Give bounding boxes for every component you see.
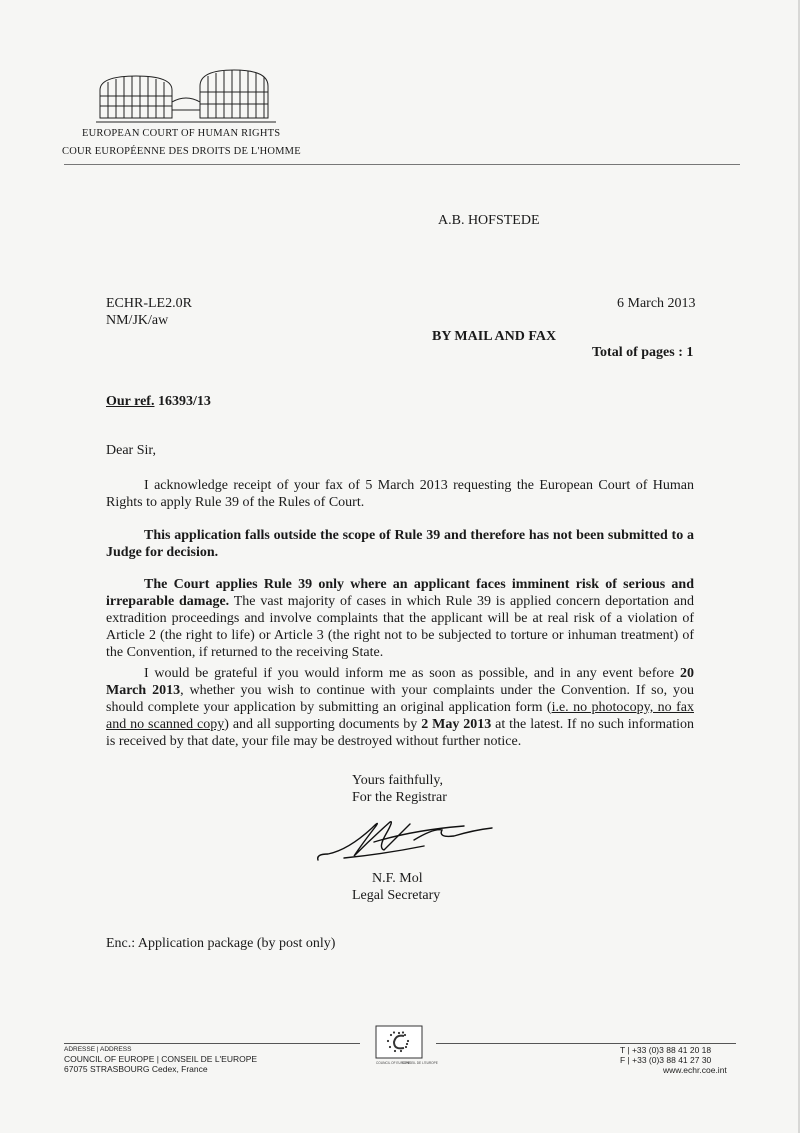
court-building-logo-icon — [96, 66, 276, 128]
paragraph-1-text: I acknowledge receipt of your fax of 5 March 2013 requesting the European Court of Human Rights to apply Rule 39 of the Rules of Court. — [106, 478, 694, 510]
reference-code: ECHR-LE2.0R — [106, 296, 192, 311]
salutation: Dear Sir, — [106, 443, 156, 458]
our-reference-label: Our ref. — [106, 394, 155, 409]
address-line-2: 67075 STRASBOURG Cedex, France — [64, 1064, 208, 1074]
paragraph-1 — [106, 477, 694, 511]
signer-name: N.F. Mol — [372, 871, 423, 886]
website-link[interactable]: www.echr.coe.int — [663, 1065, 727, 1075]
enclosure-note: Enc.: Application package (by post only) — [106, 936, 336, 951]
emblem-caption-en: COUNCIL OF EUROPE — [376, 1061, 410, 1065]
paragraph-4-part-d: at the latest. If no such information is received by that date, your file may be destroyed without further notice. — [106, 717, 694, 749]
paragraph-2 — [106, 527, 694, 561]
our-reference-number: 16393/13 — [154, 394, 211, 409]
deadline-date-2: 2 May 2013 — [421, 717, 492, 732]
emblem-caption — [376, 1061, 438, 1065]
paragraph-4 — [106, 665, 694, 750]
footer-divider-left — [64, 1043, 360, 1044]
council-of-europe-emblem-icon — [370, 1024, 438, 1070]
for-registrar: For the Registrar — [352, 790, 447, 805]
emblem-caption-fr: CONSEIL DE L'EUROPE — [402, 1061, 438, 1065]
header-divider — [64, 164, 740, 165]
paragraph-3-bold: The Court applies Rule 39 only where an applicant faces imminent risk of serious and irreparable damage. — [106, 577, 694, 609]
total-pages: Total of pages : 1 — [592, 345, 694, 360]
addressee: A.B. HOFSTEDE — [438, 213, 540, 228]
footer-divider-right — [436, 1043, 736, 1044]
telephone-number: T | +33 (0)3 88 41 20 18 — [620, 1045, 712, 1055]
delivery-method: BY MAIL AND FAX — [432, 329, 557, 344]
signature-icon — [314, 808, 498, 868]
court-name-fr: COUR EUROPÉENNE DES DROITS DE L'HOMME — [62, 146, 301, 157]
address-line-1: COUNCIL OF EUROPE | CONSEIL DE L'EUROPE — [64, 1054, 258, 1064]
fax-number: F | +33 (0)3 88 41 27 30 — [620, 1055, 712, 1065]
court-name-en: EUROPEAN COURT OF HUMAN RIGHTS — [82, 128, 281, 139]
address-label: ADRESSE | ADDRESS — [64, 1046, 132, 1053]
our-reference — [106, 394, 211, 410]
paragraph-4-part-a: I would be grateful if you would inform me as soon as possible, and in any event before — [144, 666, 680, 681]
deadline-date-1: 20 March 2013 — [106, 666, 694, 698]
closing-phrase: Yours faithfully, — [352, 773, 444, 788]
signer-title: Legal Secretary — [352, 888, 441, 903]
paragraph-4-part-c: ) and all supporting documents by — [224, 717, 422, 732]
original-form-note: i.e. no photocopy, no fax and no scanned copy — [106, 700, 694, 732]
paragraph-4-part-b: , whether you wish to continue with your complaints under the Convention. If so, you should complete your application by submitting an original application form ( — [106, 683, 694, 715]
reference-initials: NM/JK/aw — [106, 313, 169, 328]
paragraph-3 — [106, 576, 694, 661]
paragraph-3-text: The vast majority of cases in which Rule 39 is applied concern deportation and extradition proceedings and involve complaints that the applicant will be at real risk of a violation of Article 2 (the right to life) or Article 3 (the right not to be subjected to torture or inhuman treatment) of the Convention, if returned to the receiving State. — [106, 594, 694, 660]
paragraph-2-text: This application falls outside the scope of Rule 39 and therefore has not been submitted to a Judge for decision. — [106, 528, 694, 560]
letter-date: 6 March 2013 — [617, 296, 696, 311]
